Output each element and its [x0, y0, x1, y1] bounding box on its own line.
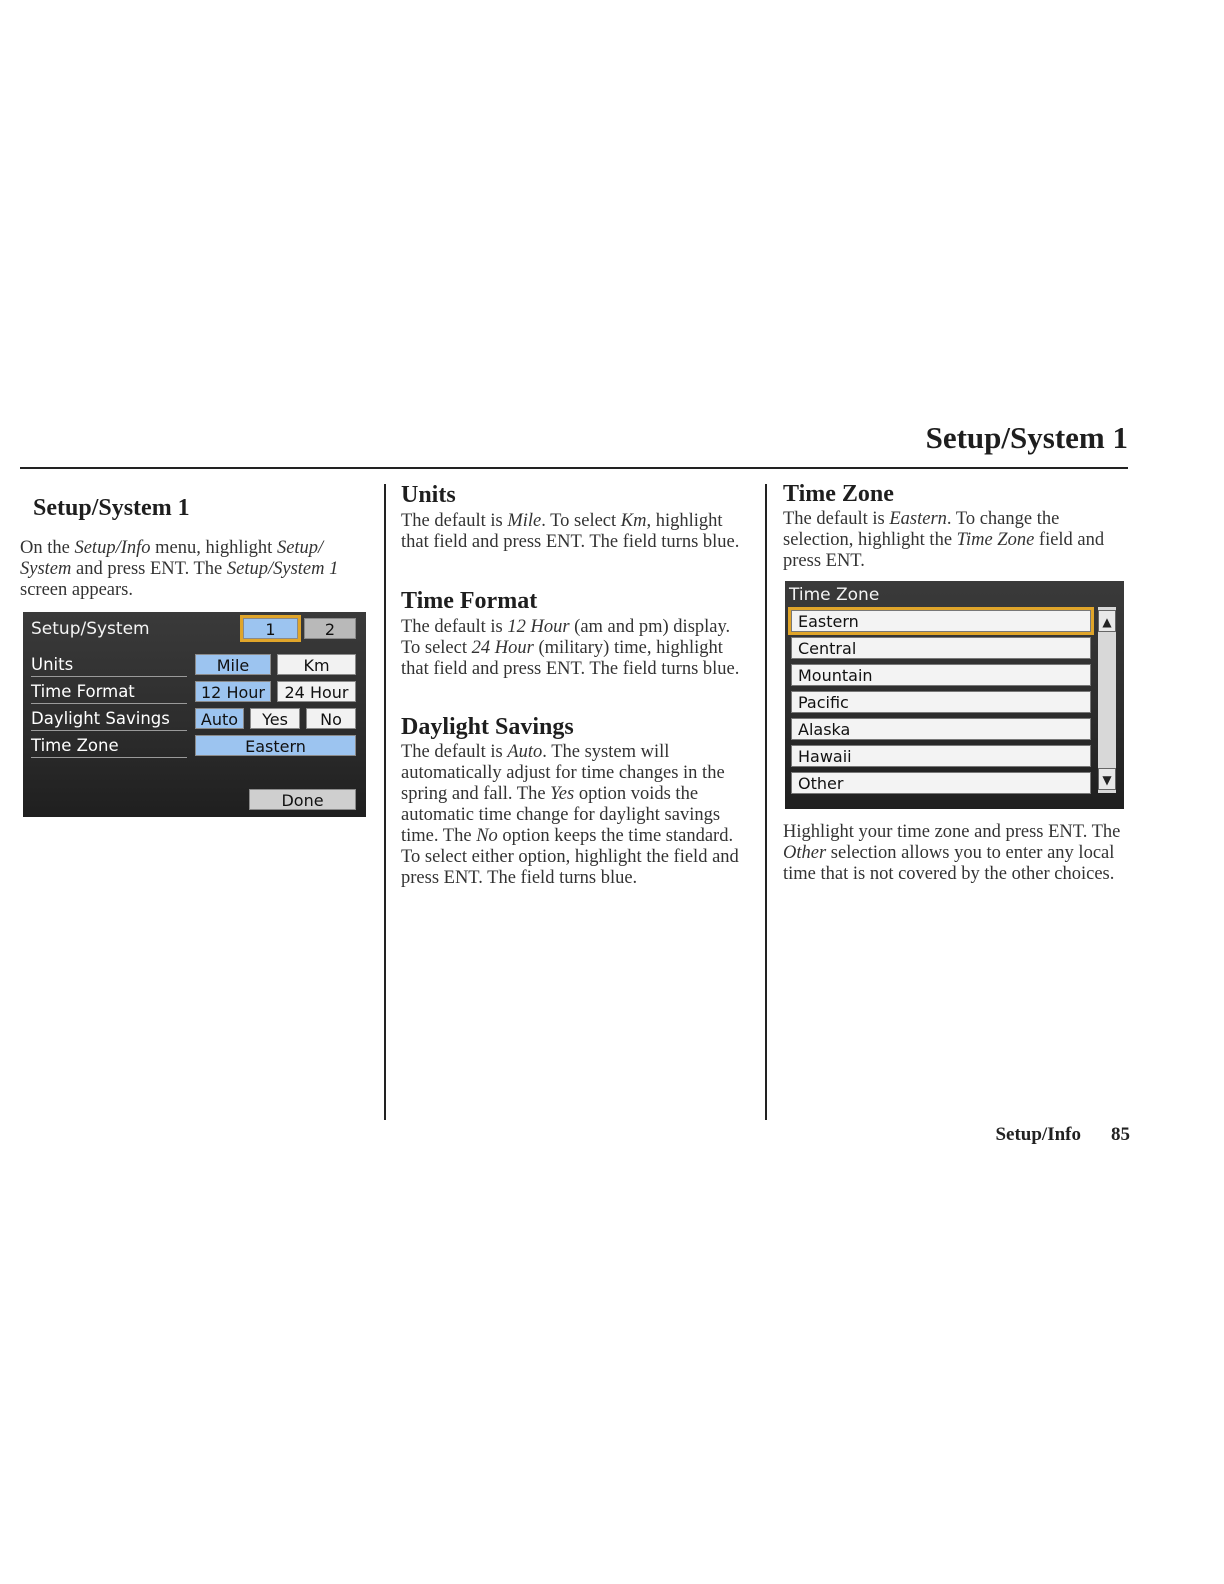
screen-title: Setup/System: [31, 619, 150, 639]
daylight-savings-label: Daylight Savings: [31, 709, 187, 731]
12-hour-option[interactable]: 12 Hour: [195, 681, 271, 702]
page-title: Setup/System 1: [925, 420, 1128, 455]
screen-title: Time Zone: [789, 585, 880, 605]
scroll-up-icon[interactable]: ▲: [1098, 610, 1116, 632]
time-zone-screen: [785, 581, 1124, 809]
scrollbar-track[interactable]: [1098, 607, 1116, 793]
header-rule: [20, 467, 1128, 469]
done-button[interactable]: Done: [249, 789, 356, 810]
tz-item-other[interactable]: Other: [791, 772, 1091, 794]
daylight-savings-paragraph: The default is Auto. The system will automatically adjust for time changes in the spring and fall. The Yes option voids the automatic time change for daylight savings time. The No option keeps the time standard. To select either option, highlight the field and press ENT. The field turns blue.: [401, 742, 739, 888]
km-option[interactable]: Km: [277, 654, 356, 675]
tz-item-eastern[interactable]: Eastern: [791, 610, 1091, 632]
tz-item-mountain[interactable]: Mountain: [791, 664, 1091, 686]
time-zone-field[interactable]: Eastern: [195, 735, 356, 756]
tz-item-pacific[interactable]: Pacific: [791, 691, 1091, 713]
section-heading-units: Units: [401, 482, 456, 508]
time-zone-paragraph: The default is Eastern. To change the selection, highlight the Time Zone field and press ENT.: [783, 509, 1105, 571]
time-format-paragraph: The default is 12 Hour (am and pm) display. To select 24 Hour (military) time, highlight that field and press ENT. The field turns blue.: [401, 617, 740, 679]
tz-item-hawaii[interactable]: Hawaii: [791, 745, 1091, 767]
section-heading-time-format: Time Format: [401, 588, 538, 614]
page-1-button[interactable]: 1: [243, 618, 298, 639]
column-divider-2: [765, 484, 767, 1120]
mile-option[interactable]: Mile: [195, 654, 271, 675]
tz-item-alaska[interactable]: Alaska: [791, 718, 1091, 740]
section-heading-daylight-savings: Daylight Savings: [401, 714, 574, 740]
tz-item-central[interactable]: Central: [791, 637, 1091, 659]
intro-paragraph: On the Setup/Info menu, highlight Setup/ System and press ENT. The Setup/System 1 screen appears.: [20, 538, 339, 600]
section-heading-time-zone: Time Zone: [783, 481, 894, 507]
no-option[interactable]: No: [306, 708, 356, 729]
time-format-label: Time Format: [31, 682, 187, 704]
setup-system-screen: [23, 612, 366, 817]
auto-option[interactable]: Auto: [195, 708, 244, 729]
page-footer: [960, 1124, 1130, 1146]
section-heading-setup-system: Setup/System 1: [33, 495, 190, 521]
yes-option[interactable]: Yes: [250, 708, 300, 729]
footer-section: Setup/Info: [995, 1124, 1081, 1145]
24-hour-option[interactable]: 24 Hour: [277, 681, 356, 702]
time-zone-label: Time Zone: [31, 736, 187, 758]
page-number: 85: [1111, 1124, 1130, 1145]
units-paragraph: The default is Mile. To select Km, highlight that field and press ENT. The field turns blue.: [401, 511, 740, 552]
scroll-down-icon[interactable]: ▼: [1098, 768, 1116, 790]
units-label: Units: [31, 655, 187, 677]
time-zone-followup-paragraph: Highlight your time zone and press ENT. The Other selection allows you to enter any local time that is not covered by the other choices.: [783, 822, 1121, 884]
column-divider-1: [384, 484, 386, 1120]
page-2-button[interactable]: 2: [304, 618, 356, 639]
